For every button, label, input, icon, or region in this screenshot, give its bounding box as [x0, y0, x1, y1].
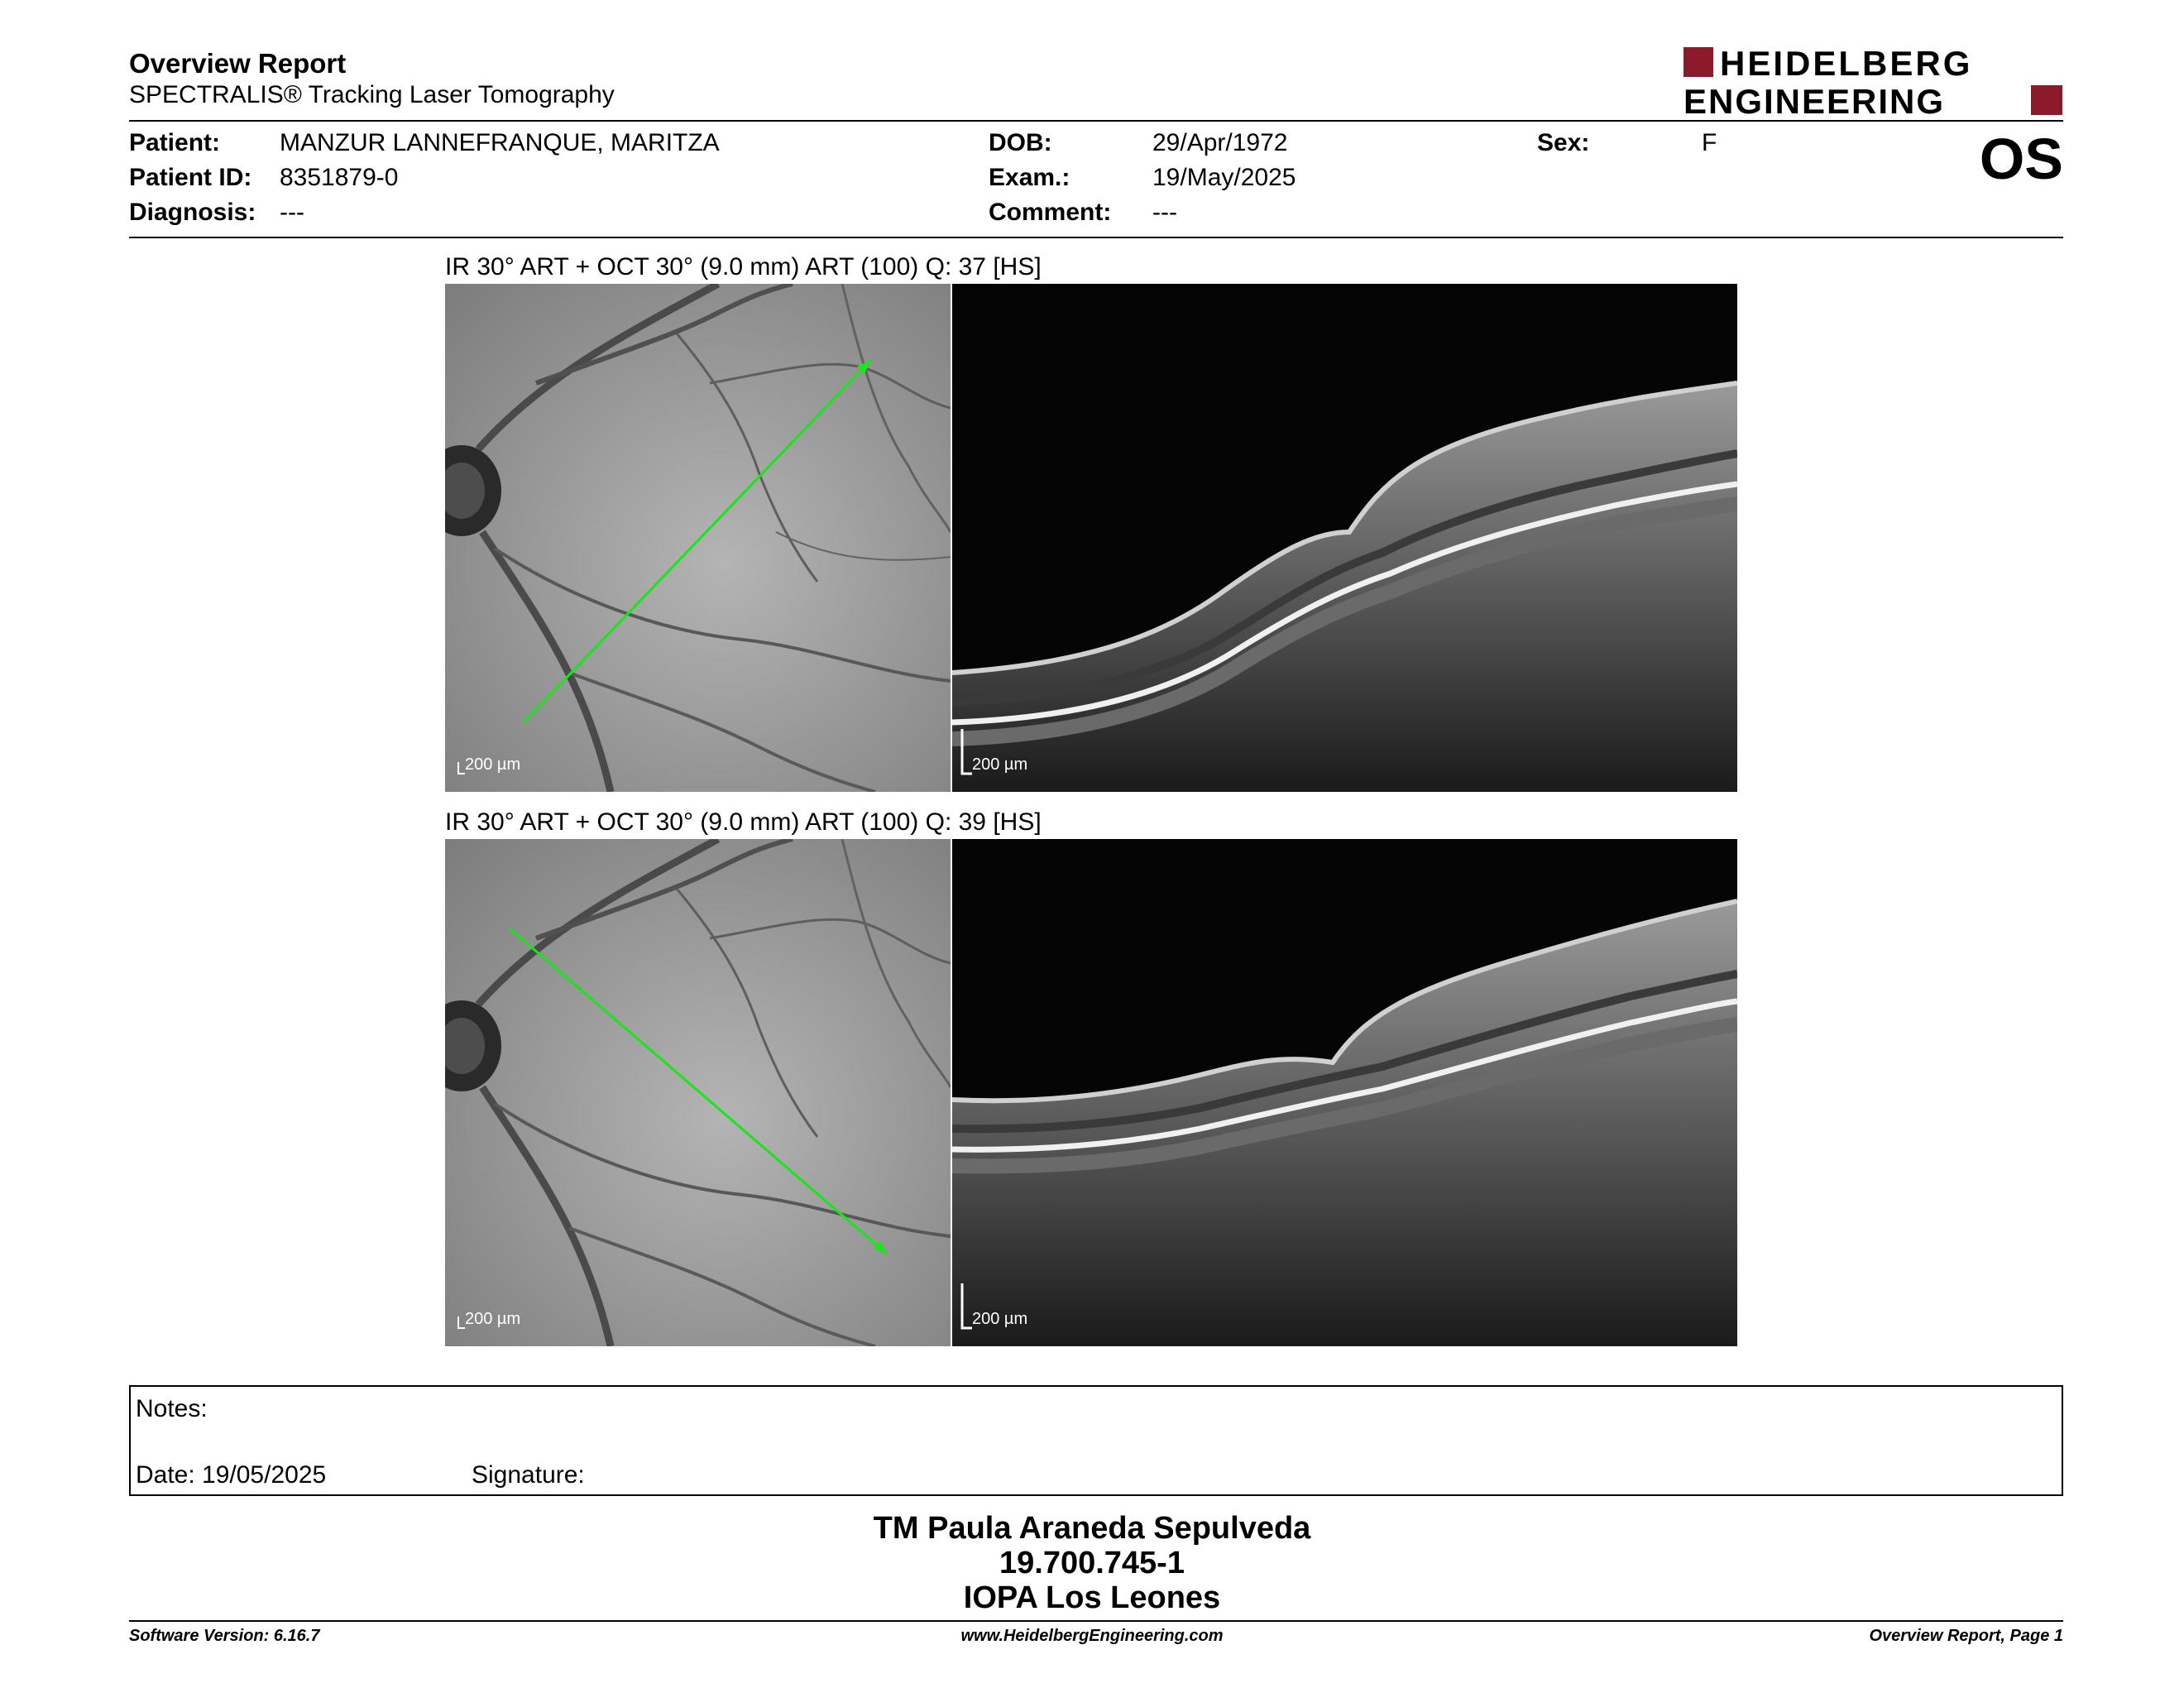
scan1-oct-bscan — [952, 284, 1737, 792]
scan2-label: IR 30° ART + OCT 30° (9.0 mm) ART (100) Q: 39 [HS] — [445, 808, 1042, 836]
heidelberg-logo — [1684, 46, 2064, 120]
scan2-oct-scale-text: 200 µm — [972, 1310, 1028, 1328]
footer-divider — [129, 1620, 2063, 1622]
signature-label: Signature: — [472, 1461, 585, 1489]
patient-divider — [129, 237, 2063, 238]
comment-value: --- — [1152, 199, 1177, 226]
scan1-oct-scale-text: 200 µm — [972, 755, 1028, 774]
scan1-label: IR 30° ART + OCT 30° (9.0 mm) ART (100) Q: 37 [HS] — [445, 253, 1042, 281]
scan2-fundus-scale-text: 200 µm — [465, 1310, 521, 1328]
scan2-fundus-scale-bar — [457, 1316, 465, 1330]
sex-value: F — [1702, 129, 1717, 156]
footer-page: Overview Report, Page 1 — [1869, 1627, 2063, 1645]
footer-website[interactable]: www.HeidelbergEngineering.com — [960, 1627, 1224, 1645]
scan1-fundus-scale-text: 200 µm — [465, 755, 521, 774]
diagnosis-value: --- — [280, 199, 304, 226]
software-version: Software Version: 6.16.7 — [129, 1627, 320, 1645]
header-divider — [129, 120, 2063, 122]
exam-value: 19/May/2025 — [1152, 164, 1296, 191]
patient-name: MANZUR LANNEFRANQUE, MARITZA — [280, 129, 720, 156]
dob-value: 29/Apr/1972 — [1152, 129, 1288, 156]
scan1-oct-scale-bar — [960, 729, 972, 775]
report-subtitle: SPECTRALIS® Tracking Laser Tomography — [129, 81, 615, 108]
comment-label: Comment: — [989, 199, 1112, 226]
diagnosis-label: Diagnosis: — [129, 199, 256, 226]
patient-id: 8351879-0 — [280, 164, 399, 191]
logo-line1: HEIDELBERG — [1720, 46, 1973, 83]
stamp-id: 19.700.745-1 — [999, 1546, 1185, 1580]
dob-label: DOB: — [989, 129, 1052, 156]
exam-label: Exam.: — [989, 164, 1070, 191]
scan2-oct-scale-bar — [960, 1283, 972, 1330]
stamp-institution: IOPA Los Leones — [963, 1580, 1221, 1615]
stamp-name: TM Paula Araneda Sepulveda — [873, 1511, 1311, 1546]
report-title: Overview Report — [129, 48, 347, 79]
sex-label: Sex: — [1537, 129, 1590, 156]
logo-line2: ENGINEERING — [1684, 82, 1946, 120]
scan1-fundus-scale-bar — [457, 762, 465, 775]
notes-label: Notes: — [136, 1395, 208, 1422]
patient-label: Patient: — [129, 129, 221, 156]
eye-indicator: OS — [1979, 127, 2063, 191]
scan1-fundus-image — [445, 284, 951, 792]
scan2-oct-bscan — [952, 839, 1737, 1346]
patient-id-label: Patient ID: — [129, 164, 252, 191]
notes-box — [129, 1385, 2063, 1496]
scan2-fundus-image — [445, 839, 951, 1346]
date-label: Date: 19/05/2025 — [136, 1461, 327, 1489]
